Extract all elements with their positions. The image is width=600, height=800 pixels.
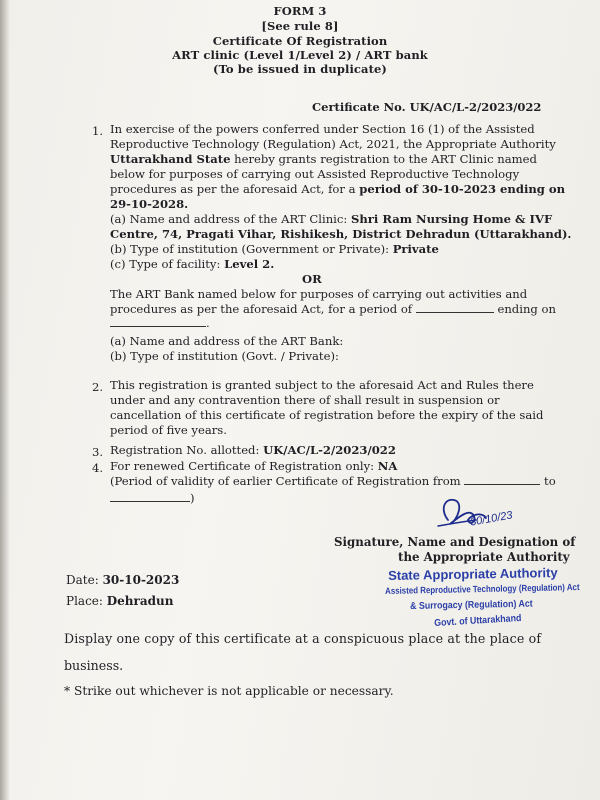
- place-value: Dehradun: [106, 594, 174, 608]
- item-1-line-4: below for purposes of carrying out Assisted Reproductive Technology: [110, 167, 520, 181]
- item-2-line-1: This registration is granted subject to the aforesaid Act and Rules there: [110, 378, 534, 392]
- bank-institution-label: (b) Type of institution (Govt. / Private):: [110, 349, 339, 363]
- rule-reference: [See rule 8]: [261, 19, 339, 33]
- renewal-value: NA: [377, 459, 398, 473]
- item-2-line-3: cancellation of this certificate of registration before the expiry of the said: [110, 408, 544, 422]
- stamp-line-4: Govt. of Uttarakhand: [434, 612, 522, 629]
- bank-line-3-period: .: [206, 316, 210, 330]
- institution-type-value: Private: [392, 242, 439, 256]
- item-1-line-2: Reproductive Technology (Regulation) Act, 2021, the Appropriate Authority: [110, 137, 556, 151]
- registration-number-value: UK/AC/L-2/2023/022: [263, 443, 396, 457]
- stamp-line-1: State Appropriate Authority: [388, 565, 558, 583]
- item-1-line-3-rest: hereby grants registration to the ART Clinic named: [230, 152, 537, 166]
- validity-period: period of 30-10-2023 ending on: [359, 182, 566, 196]
- or-separator: OR: [302, 272, 322, 286]
- date-label: Date:: [66, 573, 103, 587]
- stamp-line-3: & Surrogacy (Regulation) Act: [410, 598, 533, 612]
- institution-type-label: (b) Type of institution (Government or Private):: [110, 242, 393, 256]
- display-instruction-line-1: Display one copy of this certificate at a conspicuous place at the place of: [64, 631, 542, 646]
- stamp-line-2: Assisted Reproductive Technology (Regulation) Act: [385, 582, 580, 596]
- facility-type-label: (c) Type of facility:: [110, 257, 225, 271]
- date-line: [66, 573, 179, 589]
- bank-ending-blank: [110, 317, 206, 327]
- registration-number-line: [110, 443, 396, 459]
- renewal-to-blank: [110, 492, 190, 502]
- clinic-address: Centre, 74, Pragati Vihar, Rishikesh, District Dehradun (Uttarakhand).: [110, 227, 572, 241]
- page-edge-shadow: [0, 0, 10, 800]
- display-instruction-line-2: business.: [64, 658, 124, 673]
- facility-type-value: Level 2.: [224, 257, 275, 271]
- renewal-line-3: [110, 491, 195, 507]
- item-1-line-3: [110, 152, 537, 168]
- clinic-name-value: Shri Ram Nursing Home & IVF: [350, 212, 553, 226]
- bank-name-label: (a) Name and address of the ART Bank:: [110, 334, 344, 348]
- facility-type-line: [110, 257, 274, 273]
- place-line: [66, 594, 173, 610]
- clinic-name-label: (a) Name and address of the ART Clinic:: [110, 212, 351, 226]
- item-2-number: 2.: [92, 380, 104, 394]
- duplicate-note: (To be issued in duplicate): [213, 62, 387, 76]
- item-2-line-2: under and any contravention there of shall result in suspension or: [110, 393, 500, 407]
- certificate-title: Certificate Of Registration: [212, 34, 388, 48]
- institution-type-line: [110, 242, 439, 258]
- form-number: FORM 3: [273, 4, 327, 18]
- renewal-close-paren: ): [190, 491, 195, 505]
- renewal-validity-line: [110, 474, 556, 490]
- footnote: * Strike out whichever is not applicable or necessary.: [64, 684, 394, 698]
- certificate-subtitle: ART clinic (Level 1/Level 2) / ART bank: [172, 48, 428, 62]
- validity-end-date: 29-10-2028.: [110, 197, 189, 211]
- signature-block-line-2: the Appropriate Authority: [398, 550, 570, 564]
- item-1-number: 1.: [92, 124, 104, 138]
- item-1-line-5-pre: procedures as per the aforesaid Act, for a: [110, 182, 360, 196]
- item-3-number: 3.: [92, 445, 104, 459]
- signature-block-line-1: Signature, Name and Designation of: [334, 535, 576, 549]
- certificate-number: Certificate No. UK/AC/L-2/2023/022: [312, 100, 542, 114]
- item-1-line-5: [110, 182, 565, 198]
- place-label: Place:: [66, 594, 107, 608]
- renewal-from-blank: [464, 475, 540, 485]
- bank-line-1: The ART Bank named below for purposes of carrying out activities and: [110, 287, 528, 301]
- bank-period-label: procedures as per the aforesaid Act, for a period of: [110, 302, 413, 316]
- renewal-to-label: to: [544, 474, 556, 488]
- renewal-label: For renewed Certificate of Registration only:: [110, 459, 378, 473]
- bank-line-3: [110, 316, 210, 332]
- item-2-line-4: period of five years.: [110, 423, 227, 437]
- bank-period-blank: [416, 303, 494, 313]
- authority-name: Uttarakhand State: [110, 152, 231, 166]
- item-4-number: 4.: [92, 461, 104, 475]
- registration-number-label: Registration No. allotted:: [110, 443, 264, 457]
- clinic-name-line: [110, 212, 552, 228]
- bank-ending-label: ending on: [497, 302, 556, 316]
- item-1-line-1: In exercise of the powers conferred under Section 16 (1) of the Assisted: [110, 122, 535, 136]
- renewal-line: [110, 459, 397, 475]
- renewal-validity-label: (Period of validity of earlier Certificate of Registration from: [110, 474, 461, 488]
- date-value: 30-10-2023: [102, 573, 180, 587]
- signature-date: 30/10/23: [469, 509, 514, 529]
